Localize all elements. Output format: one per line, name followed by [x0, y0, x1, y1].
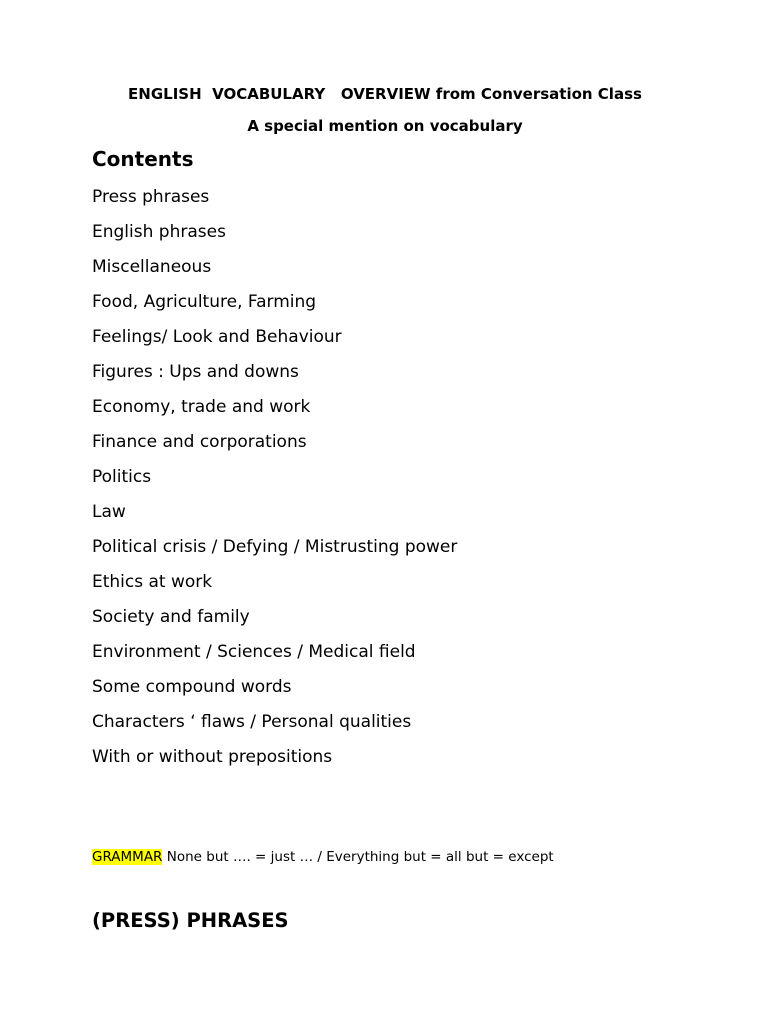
toc-item-ethics[interactable]: Ethics at work: [92, 572, 213, 592]
toc-item-economy[interactable]: Economy, trade and work: [92, 397, 311, 417]
toc-item-society[interactable]: Society and family: [92, 607, 250, 627]
toc-item-feelings[interactable]: Feelings/ Look and Behaviour: [92, 327, 342, 347]
toc-item-political-crisis[interactable]: Political crisis / Defying / Mistrusting power: [92, 537, 458, 557]
toc-item-environment[interactable]: Environment / Sciences / Medical field: [92, 642, 416, 662]
toc-item-figures[interactable]: Figures : Ups and downs: [92, 362, 299, 382]
grammar-note: [92, 849, 554, 865]
table-of-contents: [92, 184, 457, 779]
toc-item-prepositions[interactable]: With or without prepositions: [92, 747, 333, 767]
toc-item-food-agriculture[interactable]: Food, Agriculture, Farming: [92, 292, 317, 312]
toc-item-compound-words[interactable]: Some compound words: [92, 677, 292, 697]
section-heading: (PRESS) PHRASES: [92, 909, 289, 932]
toc-item-finance[interactable]: Finance and corporations: [92, 432, 307, 452]
grammar-label: GRAMMAR: [92, 849, 163, 865]
contents-heading: Contents: [92, 147, 194, 171]
toc-item-characters[interactable]: Characters ‘ flaws / Personal qualities: [92, 712, 412, 732]
toc-item-law[interactable]: Law: [92, 502, 126, 522]
toc-item-english-phrases[interactable]: English phrases: [92, 222, 226, 242]
toc-item-miscellaneous[interactable]: Miscellaneous: [92, 257, 212, 277]
document-title: ENGLISH VOCABULARY OVERVIEW from Conversation Class: [128, 85, 642, 103]
toc-item-politics[interactable]: Politics: [92, 467, 152, 487]
grammar-text: None but …. = just … / Everything but = all but = except: [162, 849, 554, 865]
toc-item-press-phrases[interactable]: Press phrases: [92, 187, 210, 207]
document-subtitle: A special mention on vocabulary: [247, 117, 523, 135]
